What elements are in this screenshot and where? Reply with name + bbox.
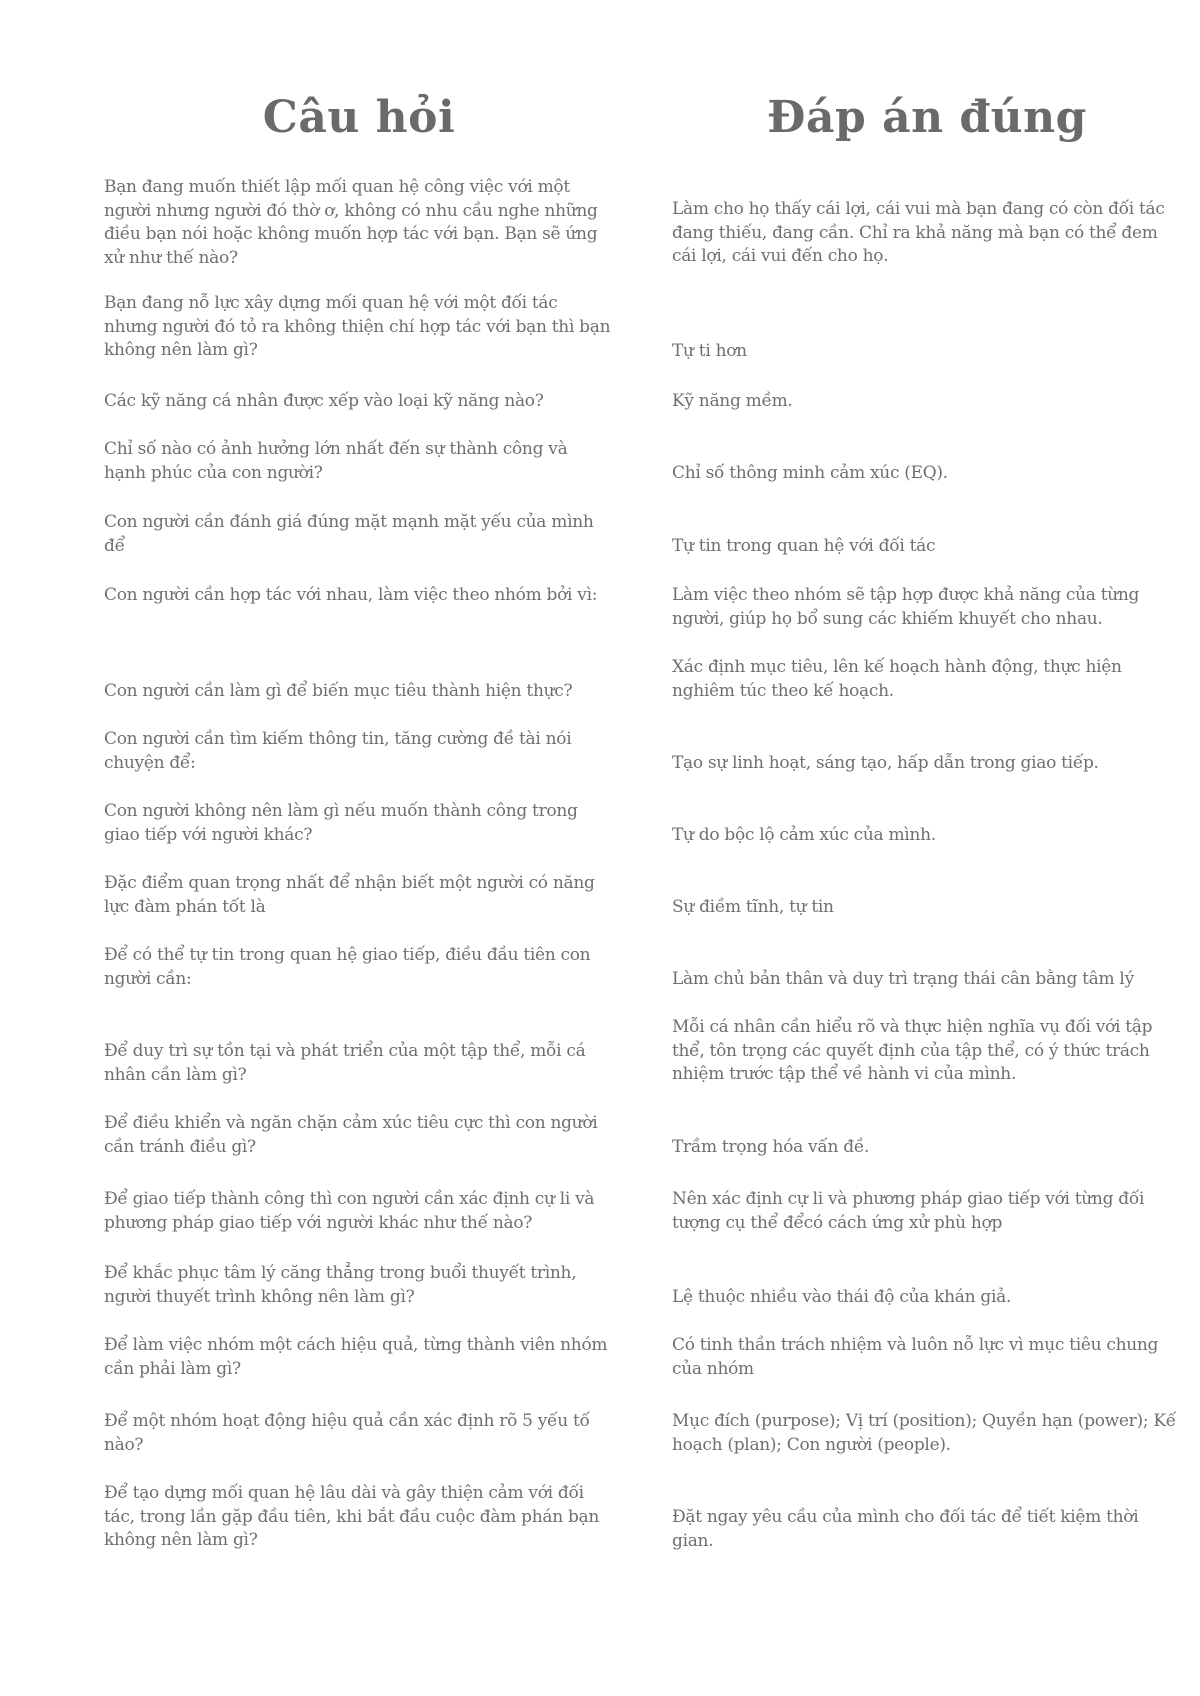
question-text: Các kỹ năng cá nhân được xếp vào loại kỹ năng nào? (104, 391, 544, 411)
question-text: Để có thể tự tin trong quan hệ giao tiếp, điều đầu tiên con người cần: (104, 945, 591, 989)
answer-text: Làm việc theo nhóm sẽ tập hợp được khả năng của từng người, giúp họ bổ sung các khiếm khuyết cho nhau. (672, 585, 1140, 629)
question-text: Để tạo dựng mối quan hệ lâu dài và gây thiện cảm với đối tác, trong lần gặp đầu tiên, khi bắt đầu cuộc đàm phán bạn không nên làm gì? (104, 1483, 600, 1550)
answer-text: Làm chủ bản thân và duy trì trạng thái cân bằng tâm lý (672, 969, 1134, 989)
answer-text: Mỗi cá nhân cần hiểu rõ và thực hiện nghĩa vụ đối với tập thể, tôn trọng các quyết định của tập thể, có ý thức trách nhiệm trước tập thể về hành vi của mình. (672, 1017, 1153, 1084)
question-text: Để làm việc nhóm một cách hiệu quả, từng thành viên nhóm cần phải làm gì? (104, 1335, 608, 1379)
question-text: Để giao tiếp thành công thì con người cần xác định cự li và phương pháp giao tiếp với người khác như thế nào? (104, 1189, 595, 1233)
question-text: Con người cần đánh giá đúng mặt mạnh mặt yếu của mình để (104, 512, 594, 556)
question-text: Để khắc phục tâm lý căng thẳng trong buổi thuyết trình, người thuyết trình không nên làm gì? (104, 1263, 577, 1307)
question-text: Đặc điểm quan trọng nhất để nhận biết một người có năng lực đàm phán tốt là (104, 873, 595, 917)
answer-text: Nên xác định cự li và phương pháp giao tiếp với từng đối tượng cụ thể đểcó cách ứng xử phù hợp (672, 1189, 1145, 1233)
question-text: Con người cần tìm kiếm thông tin, tăng cường đề tài nói chuyện để: (104, 729, 572, 773)
answer-text: Làm cho họ thấy cái lợi, cái vui mà bạn đang có còn đối tác đang thiếu, đang cần. Chỉ ra khả năng mà bạn có thể đem cái lợi, cái vui đến cho họ. (672, 199, 1165, 266)
answer-text: Xác định mục tiêu, lên kế hoạch hành động, thực hiện nghiêm túc theo kế hoạch. (672, 657, 1122, 701)
question-text: Chỉ số nào có ảnh hưởng lớn nhất đến sự thành công và hạnh phúc của con người? (104, 439, 568, 483)
answer-text: Sự điềm tĩnh, tự tin (672, 897, 834, 917)
answer-text: Trầm trọng hóa vấn đề. (672, 1137, 870, 1157)
answer-column-heading: Đáp án đúng (767, 92, 1087, 143)
answer-text: Tạo sự linh hoạt, sáng tạo, hấp dẫn trong giao tiếp. (672, 753, 1099, 773)
answer-text: Lệ thuộc nhiều vào thái độ của khán giả. (672, 1287, 1012, 1307)
answer-text: Kỹ năng mềm. (672, 391, 793, 411)
question-text: Để duy trì sự tồn tại và phát triển của một tập thể, mỗi cá nhân cần làm gì? (104, 1041, 586, 1085)
question-text: Để một nhóm hoạt động hiệu quả cần xác định rõ 5 yếu tố nào? (104, 1411, 590, 1455)
answer-text: Mục đích (purpose); Vị trí (position); Quyền hạn (power); Kế hoạch (plan); Con người (people). (672, 1411, 1176, 1455)
answer-text: Chỉ số thông minh cảm xúc (EQ). (672, 463, 948, 483)
answer-text: Tự ti hơn (672, 341, 747, 361)
question-text: Con người không nên làm gì nếu muốn thành công trong giao tiếp với người khác? (104, 801, 578, 845)
question-text: Bạn đang nỗ lực xây dựng mối quan hệ với một đối tác nhưng người đó tỏ ra không thiện chí hợp tác với bạn thì bạn không nên làm gì? (104, 293, 611, 360)
answer-text: Tự tin trong quan hệ với đối tác (672, 536, 936, 556)
question-text: Bạn đang muốn thiết lập mối quan hệ công việc với một người nhưng người đó thờ ơ, không có nhu cầu nghe những điều bạn nói hoặc không muốn hợp tác với bạn. Bạn sẽ ứng xử như thế nào? (104, 177, 598, 268)
question-text: Để điều khiển và ngăn chặn cảm xúc tiêu cực thì con người cần tránh điều gì? (104, 1113, 598, 1157)
question-column-heading: Câu hỏi (262, 92, 456, 143)
answer-text: Có tinh thần trách nhiệm và luôn nỗ lực vì mục tiêu chung của nhóm (672, 1335, 1159, 1379)
question-text: Con người cần hợp tác với nhau, làm việc theo nhóm bởi vì: (104, 585, 598, 605)
answer-text: Đặt ngay yêu cầu của mình cho đối tác để tiết kiệm thời gian. (672, 1507, 1139, 1551)
answer-text: Tự do bộc lộ cảm xúc của mình. (672, 825, 936, 845)
question-text: Con người cần làm gì để biến mục tiêu thành hiện thực? (104, 681, 573, 701)
